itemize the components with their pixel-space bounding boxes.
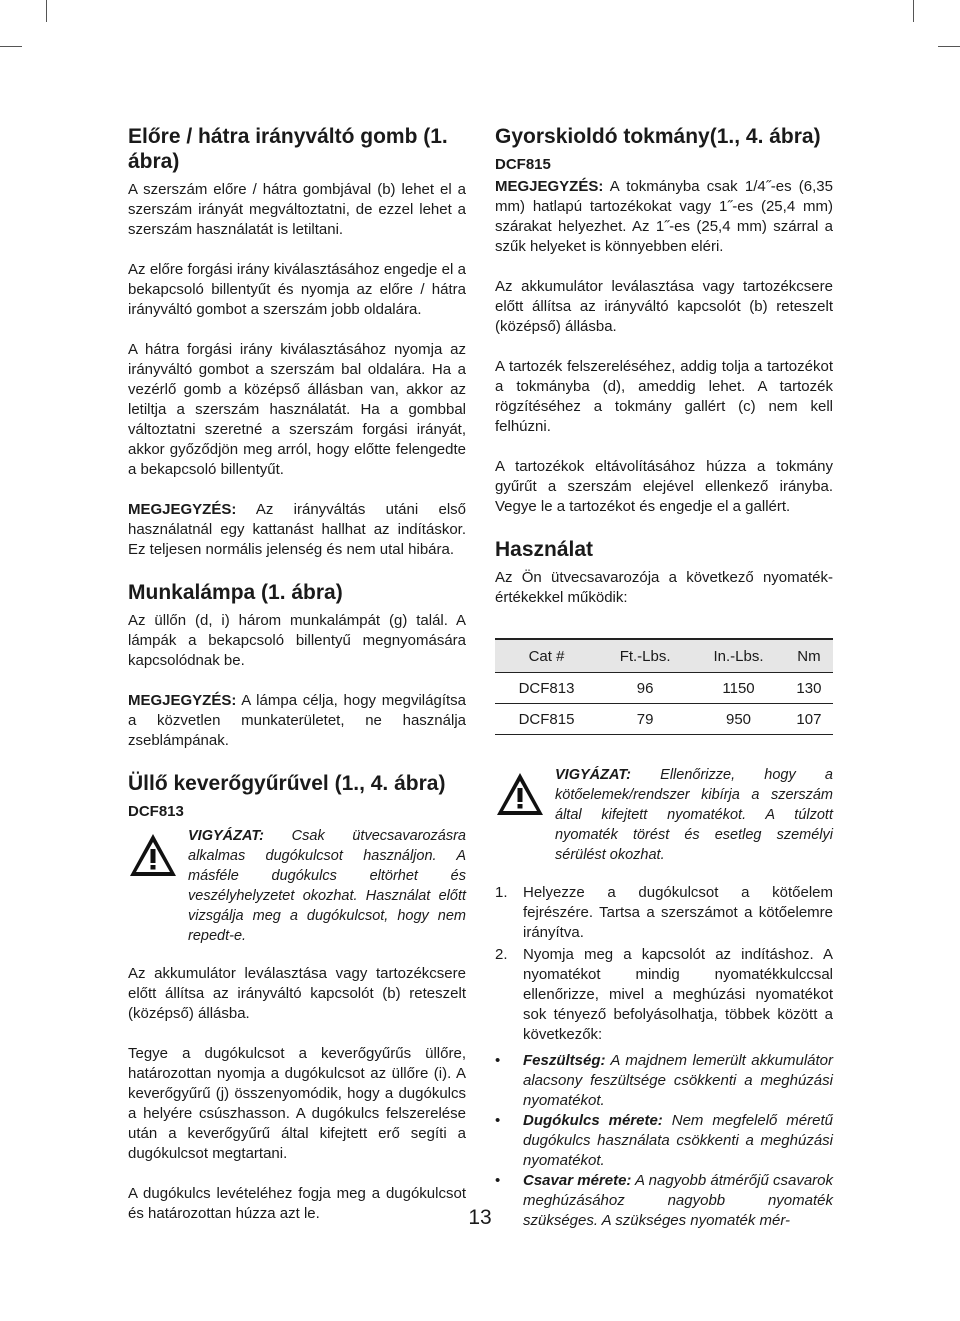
bullet-text: A nagyobb átmérőjű csavarok meghúzásához nagyobb nyomaték szükséges. A szükséges nyomaték mér- xyxy=(523,1172,833,1229)
bullet-label: Dugókulcs mérete: xyxy=(523,1112,663,1129)
note-label: MEGJEGYZÉS: xyxy=(495,178,604,195)
step-number: 2. xyxy=(495,946,508,963)
list-item xyxy=(495,1051,833,1111)
warning-body: Csak ütvecsavarozásra alkalmas dugókulcsot használjon. A másféle dugókulcs eltörhet és veszélyhelyzetet okozhat. Használat előtt vizsgálja meg a dugókulcsot, hogy nem repedt-e. xyxy=(188,828,466,944)
note-paragraph xyxy=(495,177,833,257)
warning-triangle-icon xyxy=(128,832,178,878)
page-number: 13 xyxy=(468,1206,492,1229)
crop-mark xyxy=(46,0,47,22)
section-title-direction: Előre / hátra irányváltó gomb (1. ábra) xyxy=(128,125,448,173)
note-label: MEGJEGYZÉS: xyxy=(128,692,237,709)
table-cell: 96 xyxy=(598,673,692,704)
list-item xyxy=(495,945,833,1045)
note-text: A lámpa célja, hogy megvilágítsa a közvetlen munkaterületet, ne használja zseblámpának. xyxy=(128,692,466,749)
table-cell: 130 xyxy=(785,673,833,704)
factors-list xyxy=(495,1051,833,1231)
paragraph: A hátra forgási irány kiválasztásához nyomja az irányváltó gombot a szerszám bal oldalára. Ha a vezérlő gomb a középső állásban van, akkor az letiltja a szerszám használatát. Ha a gombbal változtatni szeretné a szerszám forgási irányát, akkor győződjön meg arról, hogy előtte felengedte a bekapcsoló billentyűt. xyxy=(128,341,466,478)
model-label: DCF815 xyxy=(495,156,551,173)
crop-mark xyxy=(938,46,960,47)
list-item xyxy=(495,883,833,943)
step-text: Nyomja meg a kapcsolót az indításhoz. A nyomatékot mindig nyomatékkulccsal ellenőrizze, mivel a meghúzási nyomatékot sok tényező befolyásolhatja, többek között a következők: xyxy=(523,946,833,1043)
paragraph: A tartozékok eltávolításához húzza a tokmány gyűrűt a szerszám elejével ellenkező irányba. Vegye le a tartozékot és engedje el a gallért. xyxy=(495,458,833,515)
table-header: In.-Lbs. xyxy=(692,639,785,673)
table-cell: 107 xyxy=(785,704,833,735)
note-text: Az irányváltás utáni első használatnál egy kattanást hallhat az indításkor. Ez teljesen normális jelenség és nem utal hibára. xyxy=(128,501,466,558)
bullet-icon: • xyxy=(495,1052,501,1069)
warning-body: Ellenőrizze, hogy a kötőelemek/rendszer kibírja a szerszám által kifejtett nyomatékot. A túlzott nyomaték törést és esetleg személyi sérülést okozhat. xyxy=(555,767,833,863)
paragraph: Az akkumulátor leválasztása vagy tartozékcsere előtt állítsa az irányváltó kapcsolót (b) reteszelt (középső) állásba. xyxy=(495,278,833,335)
note-paragraph xyxy=(128,691,466,751)
table-cell: DCF813 xyxy=(495,673,598,704)
note-paragraph xyxy=(128,500,466,560)
left-column xyxy=(128,124,466,1244)
table-cell: 79 xyxy=(598,704,692,735)
note-label: MEGJEGYZÉS: xyxy=(128,501,237,518)
table-cell: 950 xyxy=(692,704,785,735)
paragraph: A tartozék felszereléséhez, addig tolja a tartozékot a tokmányba (d), ameddig lehet. A tartozék rögzítéséhez a tokmány gallért (c) nem kell felhúzni. xyxy=(495,358,833,435)
bullet-icon: • xyxy=(495,1172,501,1189)
crop-mark xyxy=(913,0,914,22)
bullet-text: Nem megfelelő méretű dugókulcs használata csökkenti a meghúzási nyomatékot. xyxy=(523,1112,833,1169)
table-header: Nm xyxy=(785,639,833,673)
warning-triangle-icon xyxy=(495,771,545,817)
warning-label: VIGYÁZAT: xyxy=(555,767,631,783)
warning-block xyxy=(128,826,466,946)
crop-mark xyxy=(0,46,22,47)
table-header-row xyxy=(495,639,833,673)
model-label: DCF813 xyxy=(128,803,184,820)
table-cell: DCF815 xyxy=(495,704,598,735)
warning-block xyxy=(495,765,833,865)
table-row xyxy=(495,704,833,735)
section-title-usage: Használat xyxy=(495,538,594,561)
torque-table xyxy=(495,638,833,735)
table-header: Cat # xyxy=(495,639,598,673)
paragraph: Az előre forgási irány kiválasztásához engedje el a bekapcsoló billentyűt és nyomja az előre / hátra irányváltó gombot a szerszám jobb oldalára. xyxy=(128,261,466,318)
warning-text xyxy=(555,765,833,865)
paragraph: Az Ön ütvecsavarozója a következő nyomaték-értékekkel működik: xyxy=(495,569,833,606)
step-text: Helyezze a dugókulcsot a kötőelem fejrészére. Tartsa a szerszámot a kötőelemre irányítva. xyxy=(523,884,833,941)
section-title-worklight: Munkalámpa (1. ábra) xyxy=(128,581,343,604)
section-title-anvil: Üllő keverőgyűrűvel (1., 4. ábra) xyxy=(128,772,446,795)
list-item xyxy=(495,1111,833,1171)
right-column xyxy=(495,124,833,1231)
paragraph: Az üllőn (d, i) három munkalámpát (g) talál. A lámpák a bekapcsoló billentyű megnyomására kapcsolódnak be. xyxy=(128,612,466,669)
bullet-text: A majdnem lemerült akkumulátor alacsony feszültsége csökkenti a meghúzási nyomatékot. xyxy=(523,1052,833,1109)
paragraph: Az akkumulátor leválasztása vagy tartozékcsere előtt állítsa az irányváltó kapcsolót (b) reteszelt (középső) állásba. xyxy=(128,965,466,1022)
step-number: 1. xyxy=(495,884,508,901)
table-cell: 1150 xyxy=(692,673,785,704)
bullet-label: Feszültség: xyxy=(523,1052,606,1069)
paragraph: Tegye a dugókulcsot a keverőgyűrűs üllőre, határozottan nyomja a dugókulcsot az üllőre (i). A keverőgyűrű (j) összenyomódik, hogy a dugókulcs a helyére csúszhasson. A dugókulcs felszerelése után a keverőgyűrű által kifejtett erő segíti a dugókulcsot megtartani. xyxy=(128,1045,466,1162)
section-title-chuck: Gyorskioldó tokmány(1., 4. ábra) xyxy=(495,125,821,148)
warning-label: VIGYÁZAT: xyxy=(188,828,264,844)
bullet-icon: • xyxy=(495,1112,501,1129)
note-text: A tokmányba csak 1/4˝-es (6,35 mm) hatlapú tartozékokat vagy 1˝-es (25,4 mm) szárakat helyezhet. Az 1˝-es (25,4 mm) szárral a szűk helyeket is könnyebben eléri. xyxy=(495,178,833,255)
steps-list xyxy=(495,883,833,1045)
table-row xyxy=(495,673,833,704)
table-header: Ft.-Lbs. xyxy=(598,639,692,673)
bullet-label: Csavar mérete: xyxy=(523,1172,632,1189)
warning-text xyxy=(188,826,466,946)
paragraph: A szerszám előre / hátra gombjával (b) lehet el a szerszám irányát megváltoztatni, de ezzel lehet a szerszám használatát is letiltani. xyxy=(128,181,466,238)
paragraph: A dugókulcs levételéhez fogja meg a dugókulcsot és határozottan húzza azt le. xyxy=(128,1185,466,1222)
